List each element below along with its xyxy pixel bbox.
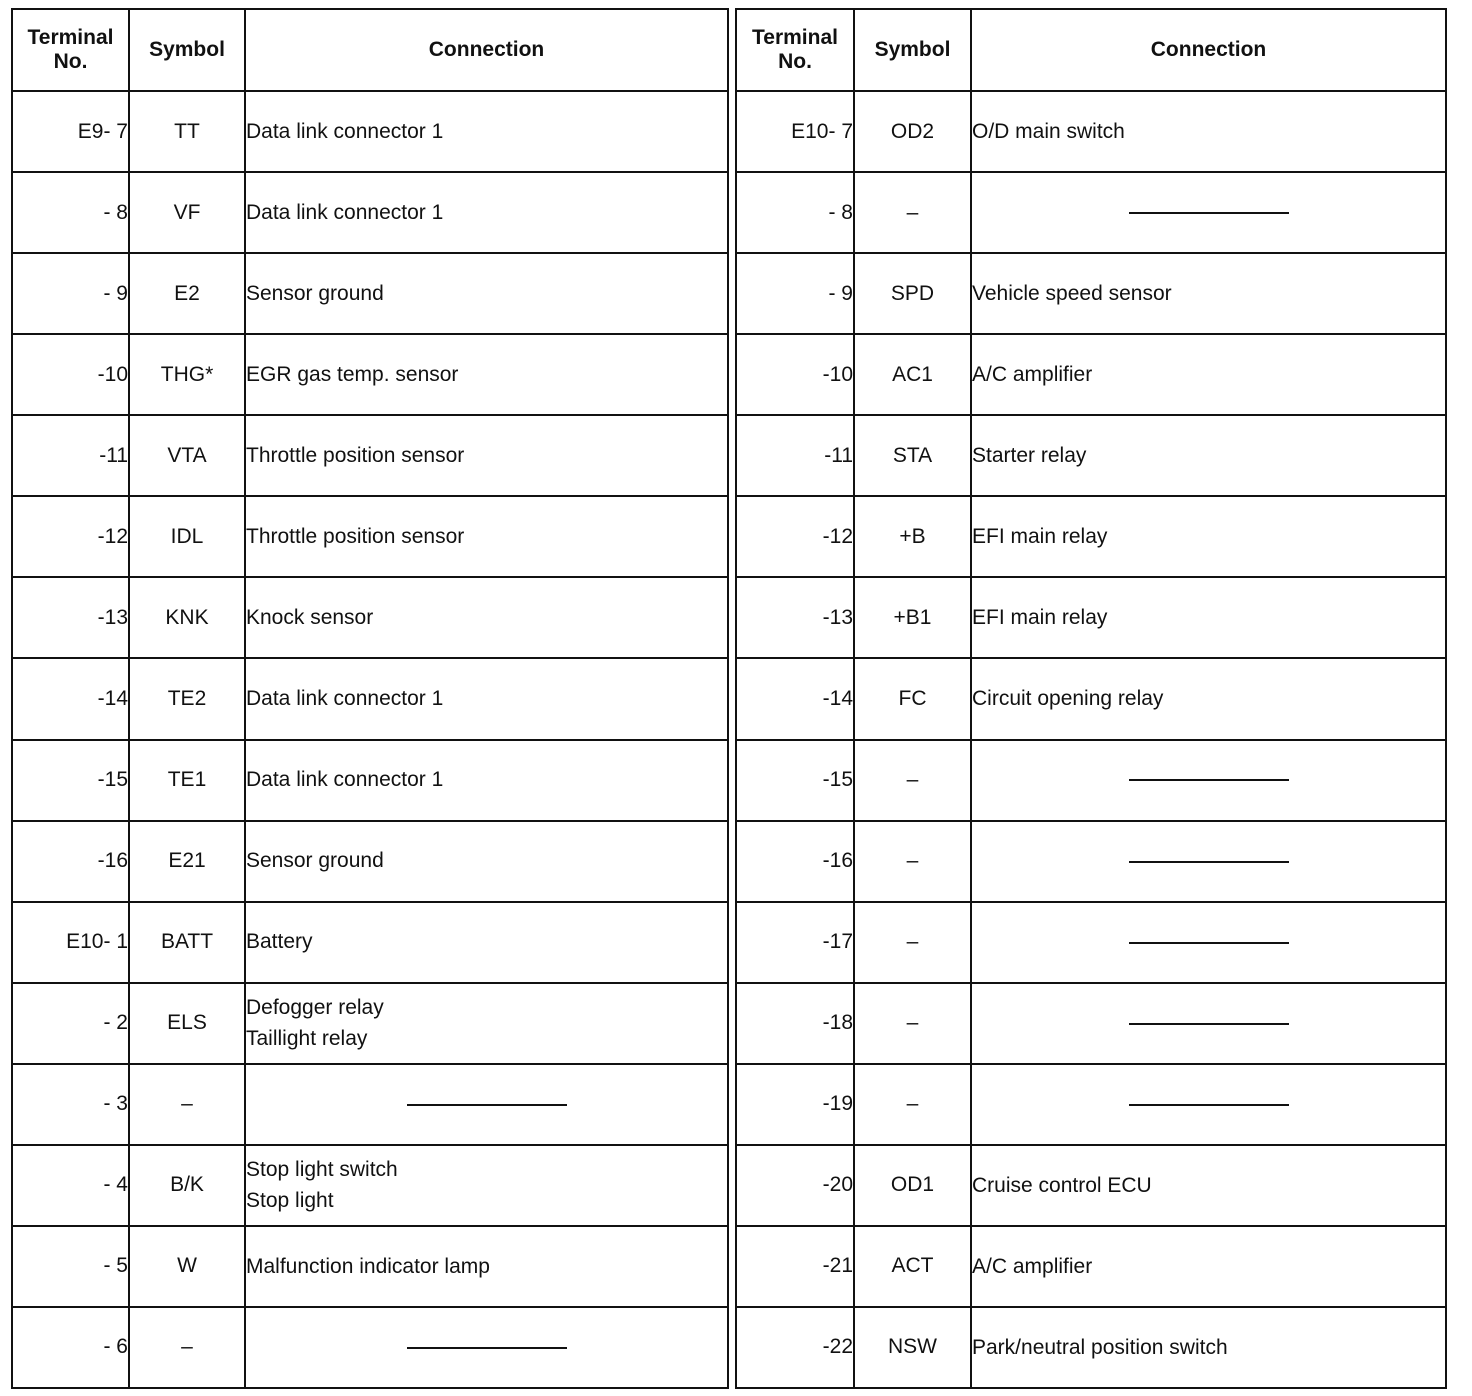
connection-cell [245, 1145, 728, 1226]
symbol-cell: TE1 [129, 740, 245, 821]
table-row [12, 1307, 728, 1388]
table-row [736, 172, 1446, 253]
connection-cell [245, 902, 728, 983]
connection-line: EFI main relay [972, 525, 1108, 549]
connection-cell [245, 740, 728, 821]
table-row [12, 415, 728, 496]
connection-line: Data link connector 1 [246, 119, 444, 143]
connection-line: Cruise control ECU [972, 1173, 1152, 1197]
terminal-cell: - 4 [12, 1145, 129, 1226]
connection-line: Battery [246, 930, 313, 954]
terminal-connection-table [11, 8, 1443, 1389]
symbol-header: Symbol [129, 9, 245, 91]
connection-cell [245, 496, 728, 577]
table-row [12, 253, 728, 334]
terminal-cell: -15 [736, 740, 854, 821]
terminal-cell: - 2 [12, 983, 129, 1064]
terminal-cell: -21 [736, 1226, 854, 1307]
connection-line: Park/neutral position switch [972, 1335, 1228, 1359]
right-table-body [736, 91, 1446, 1388]
connection-cell [971, 983, 1446, 1064]
connection-line: Sensor ground [246, 849, 384, 873]
connection-cell [245, 1307, 728, 1388]
blank-line [407, 1347, 567, 1349]
table-row [12, 172, 728, 253]
connection-line: Throttle position sensor [246, 444, 465, 468]
symbol-cell: TT [129, 91, 245, 172]
connection-cell [245, 1064, 728, 1145]
connection-cell [971, 1145, 1446, 1226]
connection-line: Stop light [246, 1189, 334, 1213]
terminal-cell: -16 [736, 821, 854, 902]
terminal-cell: E10- 1 [12, 902, 129, 983]
table-row [12, 91, 728, 172]
symbol-cell: +B1 [854, 577, 971, 658]
connection-cell [971, 658, 1446, 739]
header-row [736, 9, 1446, 91]
connection-line: Data link connector 1 [246, 687, 444, 711]
table-row [12, 334, 728, 415]
connection-line: A/C amplifier [972, 1254, 1093, 1278]
connection-line: EGR gas temp. sensor [246, 362, 459, 386]
symbol-cell: OD1 [854, 1145, 971, 1226]
table-row [12, 496, 728, 577]
terminal-cell: -13 [736, 577, 854, 658]
table-row [736, 658, 1446, 739]
symbol-cell: STA [854, 415, 971, 496]
terminal-cell: -10 [12, 334, 129, 415]
blank-line [1129, 1104, 1289, 1106]
symbol-cell: – [129, 1307, 245, 1388]
symbol-cell: AC1 [854, 334, 971, 415]
table-row [736, 1145, 1446, 1226]
connection-cell [245, 658, 728, 739]
connection-line: Data link connector 1 [246, 200, 444, 224]
blank-line [1129, 779, 1289, 781]
right-table [735, 8, 1447, 1389]
connection-cell [245, 821, 728, 902]
symbol-cell: IDL [129, 496, 245, 577]
connection-cell [971, 821, 1446, 902]
table-row [12, 983, 728, 1064]
connection-cell [971, 172, 1446, 253]
symbol-cell: THG* [129, 334, 245, 415]
table-row [736, 902, 1446, 983]
table-row [12, 821, 728, 902]
terminal-cell: -11 [12, 415, 129, 496]
connection-header: Connection [245, 9, 728, 91]
blank-line [1129, 212, 1289, 214]
connection-cell [971, 1226, 1446, 1307]
connection-line: Knock sensor [246, 606, 374, 630]
table-row [736, 577, 1446, 658]
table-row [12, 658, 728, 739]
table-row [736, 740, 1446, 821]
connection-cell [971, 577, 1446, 658]
symbol-cell: OD2 [854, 91, 971, 172]
terminal-cell: -17 [736, 902, 854, 983]
terminal-cell: -12 [736, 496, 854, 577]
terminal-cell: E10- 7 [736, 91, 854, 172]
connection-line: A/C amplifier [972, 362, 1093, 386]
connection-line: Taillight relay [246, 1027, 368, 1051]
header-row [12, 9, 728, 91]
connection-cell [971, 91, 1446, 172]
connection-line: EFI main relay [972, 606, 1108, 630]
terminal-cell: E9- 7 [12, 91, 129, 172]
symbol-cell: E21 [129, 821, 245, 902]
terminal-cell: -12 [12, 496, 129, 577]
terminal-header: Terminal No. [12, 9, 129, 91]
connection-cell [245, 91, 728, 172]
connection-line: Vehicle speed sensor [972, 281, 1172, 305]
connection-line: Data link connector 1 [246, 768, 444, 792]
symbol-cell: FC [854, 658, 971, 739]
table-row [736, 983, 1446, 1064]
terminal-cell: -19 [736, 1064, 854, 1145]
connection-cell [971, 253, 1446, 334]
table-row [736, 1226, 1446, 1307]
terminal-cell: -15 [12, 740, 129, 821]
symbol-cell: VTA [129, 415, 245, 496]
symbol-cell: – [854, 1064, 971, 1145]
blank-line [407, 1104, 567, 1106]
connection-line: Sensor ground [246, 281, 384, 305]
symbol-cell: – [129, 1064, 245, 1145]
table-row [12, 1064, 728, 1145]
table-row [736, 1307, 1446, 1388]
terminal-cell: - 8 [12, 172, 129, 253]
table-row [12, 740, 728, 821]
symbol-cell: NSW [854, 1307, 971, 1388]
terminal-cell: - 6 [12, 1307, 129, 1388]
terminal-cell: -16 [12, 821, 129, 902]
connection-cell [971, 902, 1446, 983]
symbol-cell: BATT [129, 902, 245, 983]
table-row [12, 1226, 728, 1307]
symbol-cell: – [854, 983, 971, 1064]
terminal-cell: -10 [736, 334, 854, 415]
symbol-cell: KNK [129, 577, 245, 658]
table-row [736, 821, 1446, 902]
connection-cell [245, 334, 728, 415]
symbol-cell: – [854, 821, 971, 902]
symbol-cell: VF [129, 172, 245, 253]
connection-cell [971, 1064, 1446, 1145]
terminal-cell: - 8 [736, 172, 854, 253]
symbol-cell: ACT [854, 1226, 971, 1307]
connection-cell [971, 334, 1446, 415]
symbol-cell: W [129, 1226, 245, 1307]
blank-line [1129, 942, 1289, 944]
table-row [736, 253, 1446, 334]
terminal-cell: -20 [736, 1145, 854, 1226]
connection-line: Throttle position sensor [246, 525, 465, 549]
connection-cell [245, 1226, 728, 1307]
terminal-cell: - 5 [12, 1226, 129, 1307]
terminal-cell: -13 [12, 577, 129, 658]
terminal-cell: - 9 [736, 253, 854, 334]
table-row [12, 577, 728, 658]
connection-cell [245, 983, 728, 1064]
terminal-cell: -11 [736, 415, 854, 496]
table-row [736, 91, 1446, 172]
terminal-cell: -22 [736, 1307, 854, 1388]
table-row [12, 1145, 728, 1226]
blank-line [1129, 1023, 1289, 1025]
symbol-cell: TE2 [129, 658, 245, 739]
table-row [736, 496, 1446, 577]
connection-cell [971, 740, 1446, 821]
blank-line [1129, 861, 1289, 863]
connection-cell [971, 1307, 1446, 1388]
symbol-cell: B/K [129, 1145, 245, 1226]
terminal-cell: -18 [736, 983, 854, 1064]
connection-line: Circuit opening relay [972, 687, 1164, 711]
table-row [736, 415, 1446, 496]
connection-cell [245, 253, 728, 334]
connection-line: Starter relay [972, 444, 1087, 468]
connection-cell [245, 172, 728, 253]
table-row [12, 902, 728, 983]
table-row [736, 334, 1446, 415]
connection-cell [245, 577, 728, 658]
terminal-cell: - 9 [12, 253, 129, 334]
left-table-body [12, 91, 728, 1388]
connection-header: Connection [971, 9, 1446, 91]
connection-line: Stop light switch [246, 1157, 398, 1181]
symbol-cell: – [854, 740, 971, 821]
connection-line: Defogger relay [246, 995, 384, 1019]
symbol-cell: – [854, 902, 971, 983]
symbol-cell: – [854, 172, 971, 253]
symbol-cell: ELS [129, 983, 245, 1064]
table-row [736, 1064, 1446, 1145]
connection-cell [971, 415, 1446, 496]
connection-cell [971, 496, 1446, 577]
connection-line: Malfunction indicator lamp [246, 1254, 490, 1278]
connection-line: O/D main switch [972, 119, 1125, 143]
symbol-cell: E2 [129, 253, 245, 334]
symbol-cell: +B [854, 496, 971, 577]
terminal-header: Terminal No. [736, 9, 854, 91]
symbol-cell: SPD [854, 253, 971, 334]
terminal-cell: - 3 [12, 1064, 129, 1145]
symbol-header: Symbol [854, 9, 971, 91]
connection-cell [245, 415, 728, 496]
left-table [11, 8, 729, 1389]
terminal-cell: -14 [12, 658, 129, 739]
terminal-cell: -14 [736, 658, 854, 739]
